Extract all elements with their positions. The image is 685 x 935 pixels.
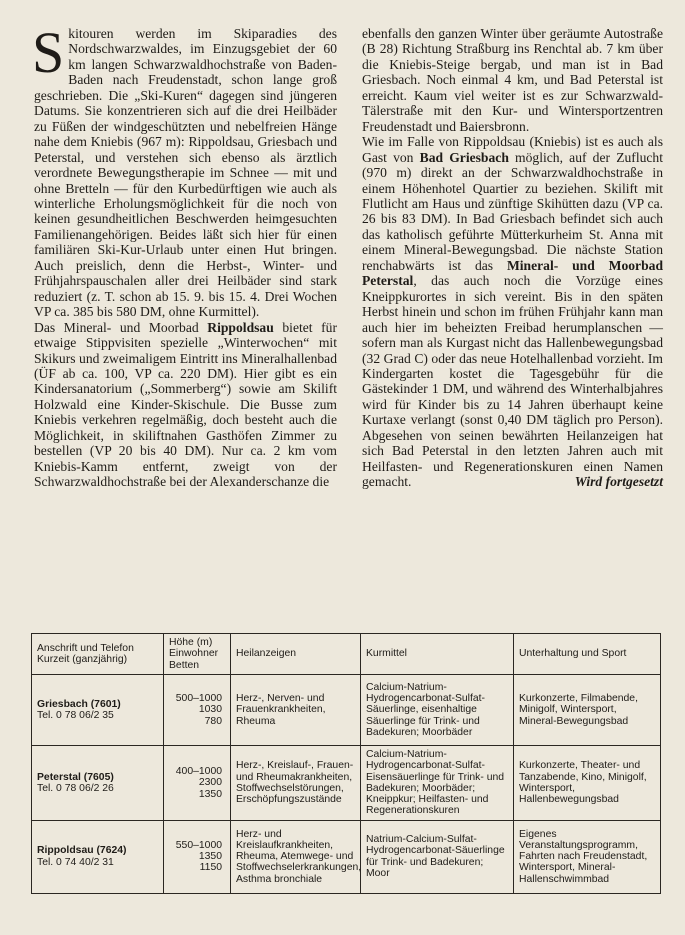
beds: 1350 xyxy=(198,788,222,800)
table-row xyxy=(32,820,661,893)
header-indications: Heilanzeigen xyxy=(231,634,361,675)
article-paragraph-route: ebenfalls den ganzen Winter über geräumte Autostraße (B 28) Richtung Straßburg ins Renchtal ab. 7 km über die Kniebis-Steige bergab, und man ist in Bad Griesbach. Noch einmal 4 km, und Bad Peterstal ist erreicht. Kaum viel weiter ist es zur Schwarzwald-Tälerstraße mit den Kur- und Wintersportzentren Freudenstadt und Baiersbronn. xyxy=(362,26,663,134)
drop-cap: S xyxy=(32,20,65,85)
inhabitants: 2300 xyxy=(198,777,222,789)
article-left-column xyxy=(32,20,337,490)
place-name: Peterstal (7605) xyxy=(37,771,114,783)
place-name-griesbach: Bad Griesbach xyxy=(419,149,509,165)
height-cell xyxy=(164,820,231,893)
spa-info-table xyxy=(31,633,661,894)
table-header-row xyxy=(32,634,661,675)
altitude: 500–1000 xyxy=(175,693,222,705)
indications-cell: Herz-, Nerven- und Frauenkrankheiten, Rheuma xyxy=(231,675,361,746)
indications-cell: Herz-, Kreislauf-, Frauen- und Rheumakrankheiten, Stoffwechselstörungen, Erschöpfungszustände xyxy=(231,746,361,821)
phone-number: Tel. 0 78 06/2 26 xyxy=(37,782,114,794)
remedies-cell: Calcium-Natrium-Hydrogencarbonat-Sulfat-Eisensäuerlinge für Trink- und Badekuren; Moorbäder; Kneippkur; Heilfasten- und Regenerationskuren xyxy=(361,746,514,821)
continued-note: Wird fortgesetzt xyxy=(574,474,663,490)
address-cell xyxy=(32,746,164,821)
table-row xyxy=(32,746,661,821)
entertainment-cell: Kurkonzerte, Filmabende, Minigolf, Wintersport, Mineral-Bewegungsbad xyxy=(514,675,661,746)
remedies-cell: Natrium-Calcium-Sulfat-Hydrogencarbonat-Säuerlinge für Trink- und Badekuren; Moor xyxy=(361,820,514,893)
intro-text: kitouren werden im Skiparadies des Nordschwarzwaldes, im Einzugsgebiet der 60 km langen Schwarzwaldhochstraße von Baden-Baden nach Freudenstadt, schon lange groß geschrieben. Die „Ski-Kuren“ dagegen sind jüngeren Datums. Sie konzentrieren sich auf die drei Heilbäder zu Füßen der windgeschützten und nebelfreien Hänge nahe dem Kniebis (967 m): Rippoldsau, Griesbach und Peterstal, und verstehen sich ebenso als ärztlich verordnete Bewegungstherapie im Schnee — mit und ohne Bretteln — für den Kurbedürftigen wie auch als winterliche Erholungsmöglichkeit für die noch von keinen gesundheitlichen Beschwerden heimgesuchten Familienangehörigen. Beides läßt sich hier für einen familiären Ski-Kur-Urlaub unter einen Hut bringen. Auch preislich, denn die Herbst-, Winter- und Frühjahrspauschalen aller drei Heilbäder sind stark reduziert (z. T. schon ab 15. 9. bis 15. 4. Drei Wochen VP ca. 385 bis 580 DM, ohne Kurmittel). xyxy=(34,26,337,320)
entertainment-cell: Kurkonzerte, Theater- und Tanzabende, Kino, Minigolf, Wintersport, Hallenbewegungsbad xyxy=(514,746,661,821)
paragraph-text: bietet für etwaige Stippvisiten spezielle „Winterwochen“ mit Skikurs und zweimaligem Eintritt ins Mineralhallenbad (ÜF ab ca. 100, VP ca. 220 DM). Hier gibt es ein Kindersanatorium („Sommerberg“) sowie am Skilift Holzwald eine Kinder-Skischule. Die Busse zum Kniebis verkehren regelmäßig, doch besteht auch die Möglichkeit, in skiliftnahen Gasthöfen Zimmer zu bestellen (VP 20 bis 40 DM). Nur ca. 2 km vom Kniebis-Kamm entfernt, zweigt von der Schwarzwaldhochstraße bei der Alexanderschanze die xyxy=(34,319,337,490)
paragraph-text: , das auch noch die Vorzüge eines Kneippkurortes in sich vereint. Bis in den späten Herbst hinein und schon im frühen Frühjahr kann man auch hier im beheizten Freibad herumplanschen — sofern man als Kurgast nicht das Hallenbewegungsbad (32 Grad C) oder das neue Hotelhallenbad vorzieht. Im Kindergarten kostet die Tagesgebühr für die Gästekinder 1 DM, und während des Winterhalbjahres wird für Kinder bis zu 14 Jahren überhaupt keine Kurtaxe verlangt (sonst 0,40 DM täglich pro Person). Abgesehen von seinen bewährten Heilanzeigen hat sich Bad Peterstal in den letzten Jahren auch mit Heilfasten- und Regenerationskuren einen Namen gemacht. xyxy=(362,273,663,490)
altitude: 400–1000 xyxy=(175,765,222,777)
header-remedies: Kurmittel xyxy=(361,634,514,675)
header-entertainment: Unterhaltung und Sport xyxy=(514,634,661,675)
remedies-cell: Calcium-Natrium-Hydrogencarbonat-Sulfat-Säuerlinge, eisenhaltige Säuerlinge für Trink- und Badekuren; Moorbäder xyxy=(361,675,514,746)
place-name-peterstal: Mineral- und Moorbad Peterstal xyxy=(362,257,663,289)
address-cell xyxy=(32,675,164,746)
place-name: Griesbach (7601) xyxy=(37,698,121,710)
indications-cell: Herz- und Kreislaufkrankheiten, Rheuma, Atemwege- und Stoffwechselerkrankungen, Asthma bronchiale xyxy=(231,820,361,893)
paragraph-text: Wie im Falle von Rippoldsau (Kniebis) ist es auch als Gast von xyxy=(362,134,663,165)
paragraph-text: möglich, auf der Zuflucht (970 m) direkt an der Schwarzwaldhochstraße in einem Höhenhotel Quartier zu beziehen. Skilift mit Flutlicht am Haus und zünftige Skihütten dazu (VP ca. 26 bis 83 DM). In Bad Griesbach befindet sich auch das katholisch geführte Mütterkurheim St. Anna mit einem Mineral-Bewegungsbad. Die nächste Station renchabwärts ist das xyxy=(362,149,664,273)
article-paragraph-rippoldsau xyxy=(34,320,337,490)
altitude: 550–1000 xyxy=(175,839,222,851)
beds: 1150 xyxy=(199,862,222,874)
header-height: Höhe (m) Einwohner Betten xyxy=(164,634,231,675)
table-row xyxy=(32,675,661,746)
height-cell xyxy=(164,675,231,746)
place-name-rippoldsau: Rippoldsau xyxy=(207,319,274,335)
phone-number: Tel. 0 78 06/2 35 xyxy=(37,710,114,721)
phone-number: Tel. 0 74 40/2 31 xyxy=(37,856,114,868)
inhabitants: 1350 xyxy=(198,851,222,863)
place-name: Rippoldsau (7624) xyxy=(37,845,127,857)
header-address: Anschrift und Telefon Kurzeit (ganzjährig) xyxy=(32,634,164,675)
paragraph-text: Das Mineral- und Moorbad xyxy=(34,319,208,335)
inhabitants: 1030 xyxy=(198,704,222,716)
address-cell xyxy=(32,820,164,893)
article-right-column xyxy=(362,26,663,490)
article-paragraph-intro xyxy=(32,20,337,320)
article-paragraph-griesbach-peterstal xyxy=(362,134,663,489)
height-cell xyxy=(164,746,231,821)
beds: 780 xyxy=(204,715,222,727)
entertainment-cell: Eigenes Veranstaltungsprogramm, Fahrten nach Freudenstadt, Wintersport, Mineral-Hallenschwimmbad xyxy=(514,820,661,893)
